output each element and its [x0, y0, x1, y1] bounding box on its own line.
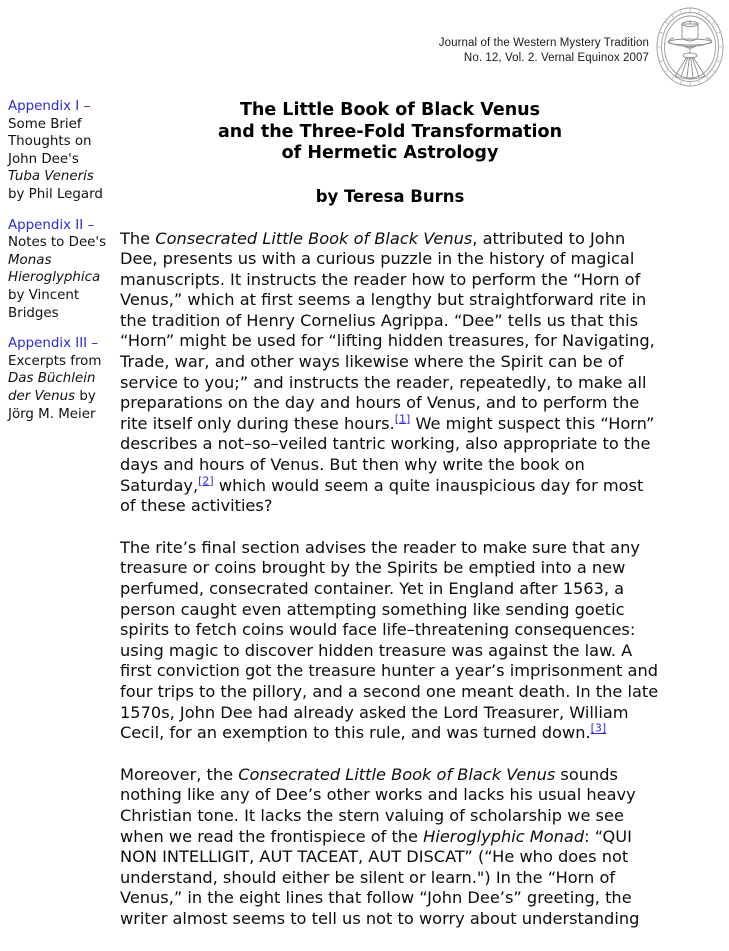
title-line-1: The Little Book of Black Venus [239, 100, 541, 120]
appendix-3-title: Das Büchlein der Venus [8, 371, 96, 404]
page-title [120, 100, 660, 165]
appendix-1-text-pre: Some Brief Thoughts on John Dee's [8, 116, 92, 167]
appendix-3-text-pre: Excerpts from [8, 353, 102, 369]
journal-name: Journal of the Western Mystery Tradition [438, 37, 649, 49]
paragraph-3-run-0: Moreover, the [120, 764, 239, 784]
paragraph-1 [120, 229, 660, 517]
footnote-link-1[interactable]: [1] [394, 412, 411, 426]
page-masthead [0, 0, 729, 92]
appendix-1-text-post: by Phil Legard [8, 186, 103, 202]
journal-seal-chalice-icon [654, 6, 726, 88]
paragraph-2 [120, 537, 664, 744]
article-body [120, 228, 664, 930]
journal-masthead-text [439, 36, 649, 66]
appendix-1-title: Tuba Veneris [8, 169, 94, 185]
paragraph-3-run-2: sounds nothing like any of Dee’s other works and lacks his usual heavy Christian tone. It lacks the stern valuing of scholarship we see when we read the frontispiece of the [120, 764, 641, 846]
paragraph-1-run-6: which would seem a quite inauspicious day for most of these activities? [120, 475, 649, 516]
appendix-sidebar [8, 98, 112, 436]
paragraph-3-italic-3: Hieroglyphic Monad [423, 826, 585, 846]
paragraph-1-run-2: , attributed to John Dee, presents us with a curious puzzle in the history of magical manuscripts. It instructs the reader how to perform the “Horn of Venus,” which at first seems a lengthy but straightforward rite in the tradition of Henry Cornelius Agrippa. “Dee” tells us that this “Horn” might be used for “lifting hidden treasures, for Navigating, Trade, war, and other ways likewise where the Spirit can be of service to you;” and instructs the reader, repeatedly, to make all preparations on the day and hours of Venus, and to perform the rite itself only during these hours. [120, 228, 660, 433]
footnote-link-3[interactable]: [3] [590, 721, 607, 735]
paragraph-3-italic-1: Consecrated Little Book of Black Venus [238, 764, 556, 784]
sidebar-item-appendix-2[interactable] [8, 217, 112, 323]
paragraph-1-run-4: We might suspect this “Horn” describes a not–so–veiled tantric working, also appropriate to the days and hours of Venus. But then why write the book on Saturday, [120, 413, 660, 495]
paragraph-1-run-0: The [120, 228, 156, 248]
title-line-3: of Hermetic Astrology [281, 143, 499, 163]
appendix-2-text-pre: Notes to Dee's [8, 235, 107, 251]
paragraph-1-italic-1: Consecrated Little Book of Black Venus [155, 228, 473, 248]
appendix-3-heading[interactable]: Appendix III – [8, 336, 99, 352]
paragraph-2-run-0: The rite’s final section advises the reader to make sure that any treasure or coins brought by the Spirits be emptied into a new perfumed, consecrated container. Yet in England after 1563, a person caught even attempting something like sending goetic spirits to fetch coins would face life–threatening consequences: using magic to discover hidden treasure was against the law. A first conviction got the treasure hunter a year’s imprisonment and four trips to the pillory, and a second one meant death. In the late 1570s, John Dee had already asked the Lord Treasurer, William Cecil, for an exemption to this rule, and was turned down. [120, 537, 664, 743]
paragraph-3 [120, 765, 660, 930]
title-line-2: and the Three-Fold Transformation [217, 121, 563, 142]
appendix-2-text-post: by Vincent Bridges [8, 287, 80, 321]
footnote-link-2[interactable]: [2] [198, 474, 214, 488]
paragraph-3-run-4: : “QUI NON INTELLIGIT, AUT TACEAT, AUT DISCAT” (“He who does not understand, should either be silent or learn.") In the “Horn of Venus,” in the eight lines that follow “John Dee’s” greeting, the writer almost seems to tell us not to worry about understanding [120, 826, 640, 928]
appendix-2-heading[interactable]: Appendix II – [8, 217, 95, 233]
appendix-2-title: Monas Hieroglyphica [8, 252, 101, 286]
article-column [120, 100, 664, 951]
journal-issue: No. 12, Vol. 2. Vernal Equinox 2007 [463, 52, 649, 64]
appendix-3-text-post: by Jörg M. Meier [8, 388, 96, 422]
sidebar-item-appendix-3[interactable] [8, 335, 112, 423]
sidebar-item-appendix-1[interactable] [8, 98, 112, 204]
appendix-1-heading[interactable]: Appendix I – [8, 99, 91, 114]
article-author: by Teresa Burns [315, 186, 465, 206]
